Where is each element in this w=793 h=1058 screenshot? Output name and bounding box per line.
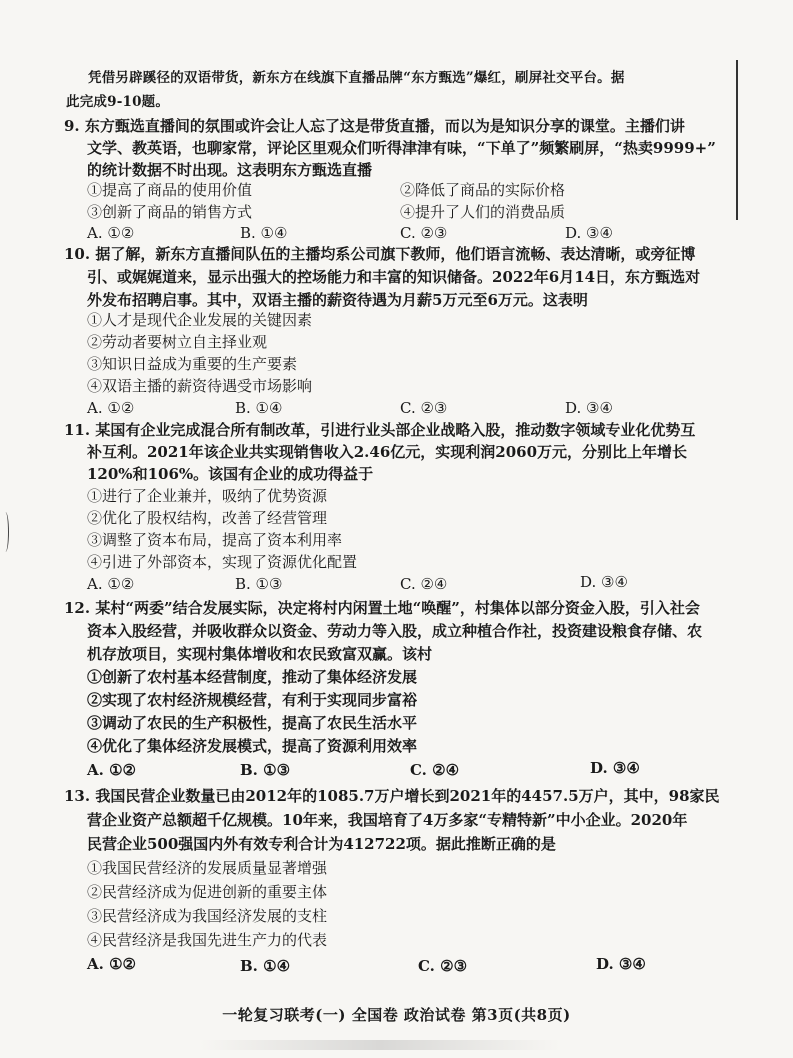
q10-stem-line-3: 外发布招聘启事。其中，双语主播的薪资待遇为月薪5万元至6万元。这表明 — [87, 291, 588, 309]
q10-choice-b[interactable]: B. ①④ — [235, 399, 283, 417]
q10-item-4: ④双语主播的薪资待遇受市场影响 — [87, 377, 313, 395]
q9-stem-line-1: 9. 东方甄选直播间的氛围或许会让人忘了这是带货直播，而以为是知识分享的课堂。主播们讲 — [64, 117, 685, 135]
q11-stem-line-1: 11. 某国有企业完成混合所有制改革，引进行业头部企业战略入股，推动数字领域专业化优势互 — [64, 421, 696, 439]
q13-item-2: ②民营经济成为促进创新的重要主体 — [87, 883, 328, 901]
q12-stem-line-1: 12. 某村“两委”结合发展实际，决定将村内闲置土地“唤醒”，村集体以部分资金入股，引入社会 — [64, 599, 700, 617]
q11-item-4: ④引进了外部资本，实现了资源优化配置 — [87, 553, 358, 571]
q10-stem-line-1: 10. 据了解，新东方直播间队伍的主播均系公司旗下教师，他们语言流畅、表达清晰，或旁征博 — [64, 245, 696, 263]
q10-stem-line-2: 引、或娓娓道来，显示出强大的控场能力和丰富的知识储备。2022年6月14日，东方甄选对 — [87, 268, 701, 286]
q13-stem-line-1: 13. 我国民营企业数量已由2012年的1085.7万户增长到2021年的4457.5万户，其中，98家民 — [64, 787, 720, 805]
q12-choice-a[interactable]: A. ①② — [87, 761, 136, 779]
q11-stem-line-3: 120%和106%。该国有企业的成功得益于 — [87, 465, 374, 483]
q9-item-1: ①提高了商品的使用价值 — [87, 181, 253, 199]
q13-item-4: ④民营经济是我国先进生产力的代表 — [87, 931, 328, 949]
page-edge-line — [736, 60, 738, 220]
q11-stem-line-2: 补互利。2021年该企业共实现销售收入2.46亿元，实现利润2060万元，分别比上年增长 — [87, 443, 688, 461]
q9-item-2: ②降低了商品的实际价格 — [400, 181, 566, 199]
q12-item-1: ①创新了农村基本经营制度，推动了集体经济发展 — [87, 668, 418, 686]
q13-stem-line-2: 营企业资产总额超千亿规模。10年来，我国培育了4万多家“专精特新”中小企业。2020年 — [87, 811, 688, 829]
intro-line-2: 此完成9-10题。 — [66, 94, 170, 110]
q11-choice-c[interactable]: C. ②④ — [400, 575, 448, 593]
q12-choice-b[interactable]: B. ①③ — [240, 761, 291, 779]
q13-choice-a[interactable]: A. ①② — [87, 955, 136, 973]
q13-stem-line-3: 民营企业500强国内外有效专利合计为412722项。据此推断正确的是 — [87, 835, 556, 853]
q10-choice-d[interactable]: D. ③④ — [565, 399, 613, 417]
q12-stem-line-2: 资本入股经营，并吸收群众以资金、劳动力等入股，成立种植合作社，投资建设粮食存储、农 — [87, 622, 703, 640]
q9-choice-c[interactable]: C. ②③ — [400, 224, 448, 242]
q11-item-1: ①进行了企业兼并，吸纳了优势资源 — [87, 487, 328, 505]
q10-choice-c[interactable]: C. ②③ — [400, 399, 448, 417]
q13-choice-c[interactable]: C. ②③ — [418, 957, 468, 975]
intro-line-1: 凭借另辟蹊径的双语带货，新东方在线旗下直播品牌“东方甄选”爆红，刷屏社交平台。据 — [88, 70, 625, 86]
q13-item-1: ①我国民营经济的发展质量显著增强 — [87, 859, 328, 877]
scan-smudge — [200, 1040, 560, 1050]
q13-item-3: ③民营经济成为我国经济发展的支柱 — [87, 907, 328, 925]
q11-item-3: ③调整了资本布局，提高了资本利用率 — [87, 531, 343, 549]
q12-stem-line-3: 机存放项目，实现村集体增收和农民致富双赢。该村 — [87, 645, 433, 663]
q10-choice-a[interactable]: A. ①② — [87, 399, 135, 417]
q9-item-4: ④提升了人们的消费品质 — [400, 203, 566, 221]
q12-choice-d[interactable]: D. ③④ — [590, 759, 640, 777]
q11-choice-b[interactable]: B. ①③ — [235, 575, 283, 593]
q13-choice-b[interactable]: B. ①④ — [240, 957, 291, 975]
q9-choice-a[interactable]: A. ①② — [87, 224, 135, 242]
q10-item-1: ①人才是现代企业发展的关键因素 — [87, 311, 313, 329]
q13-choice-d[interactable]: D. ③④ — [596, 955, 646, 973]
q9-stem-line-2: 文学、教英语，也聊家常，评论区里观众们听得津津有味，“下单了”频繁刷屏，“热卖9999+” — [87, 139, 716, 157]
q9-choice-b[interactable]: B. ①④ — [240, 224, 288, 242]
binding-mark — [2, 512, 9, 552]
q12-choice-c[interactable]: C. ②④ — [410, 761, 460, 779]
q12-item-3: ③调动了农民的生产积极性，提高了农民生活水平 — [87, 714, 418, 732]
q12-item-2: ②实现了农村经济规模经营，有利于实现同步富裕 — [87, 691, 418, 709]
q12-item-4: ④优化了集体经济发展模式，提高了资源利用效率 — [87, 737, 418, 755]
q11-item-2: ②优化了股权结构，改善了经营管理 — [87, 509, 328, 527]
q11-choice-d[interactable]: D. ③④ — [580, 573, 628, 591]
q10-item-3: ③知识日益成为重要的生产要素 — [87, 355, 298, 373]
q9-choice-d[interactable]: D. ③④ — [565, 224, 613, 242]
page-footer: 一轮复习联考(一) 全国卷 政治试卷 第3页(共8页) — [222, 1006, 571, 1024]
q9-stem-line-3: 的统计数据不时出现。这表明东方甄选直播 — [87, 161, 373, 179]
q10-item-2: ②劳动者要树立自主择业观 — [87, 333, 268, 351]
q9-item-3: ③创新了商品的销售方式 — [87, 203, 253, 221]
q11-choice-a[interactable]: A. ①② — [87, 575, 135, 593]
